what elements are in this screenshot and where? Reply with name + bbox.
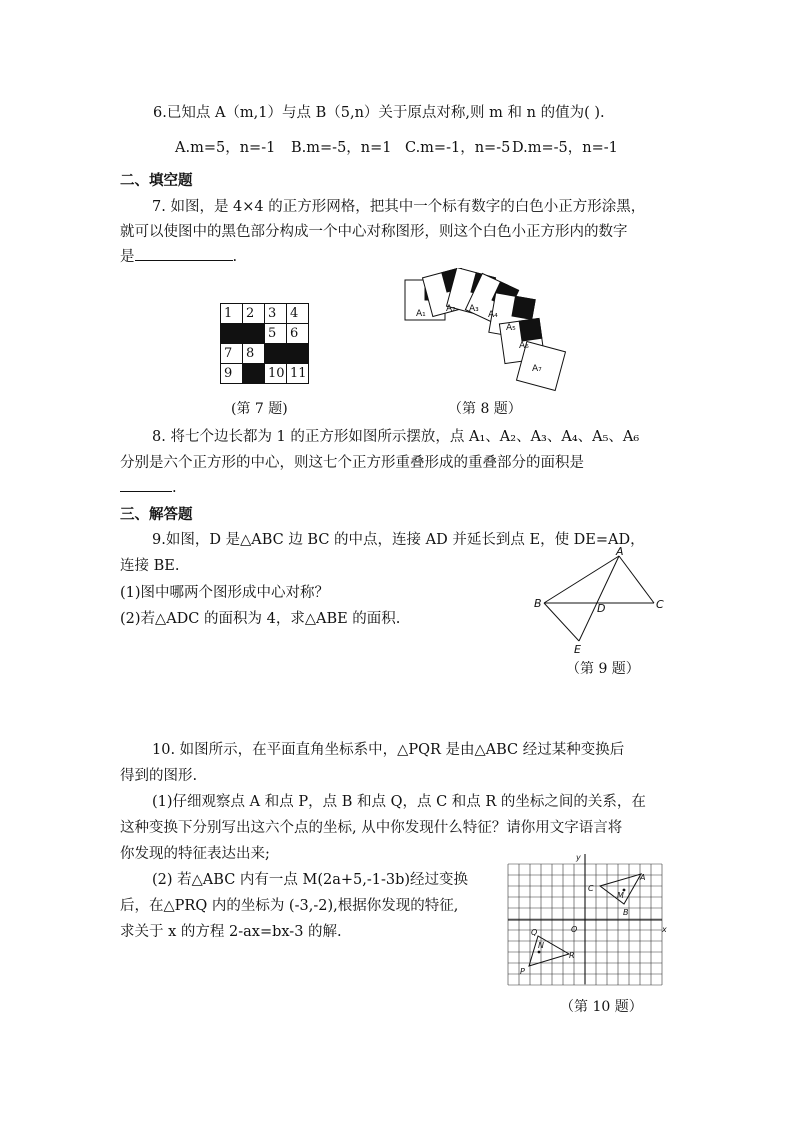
q10-p2-line3: 求关于 x 的方程 2-ax=bx-3 的解. [120, 924, 342, 940]
grid-cell: 2 [243, 304, 265, 324]
q10-line1: 10. 如图所示，在平面直角坐标系中，△PQR 是由△ABC 经过某种变换后 [152, 742, 625, 758]
segment-be [544, 603, 579, 641]
label-q: Q [531, 928, 538, 937]
q7-answer-blank [135, 246, 233, 261]
q9-triangle-figure [530, 545, 670, 655]
q8-caption: （第 8 题） [448, 401, 522, 417]
grid-cell-black [221, 324, 243, 344]
q9-caption: （第 9 题） [566, 661, 640, 677]
label-a7: A₇ [532, 364, 542, 374]
label-x: x [662, 925, 667, 934]
label-d: D [597, 602, 606, 615]
label-c: C [588, 884, 594, 893]
section-answer-heading: 三、解答题 [120, 507, 193, 523]
q7-grid-figure [220, 303, 309, 384]
q6-stem: 6.已知点 A（m,1）与点 B（5,n）关于原点对称,则 m 和 n 的值为( ). [153, 105, 605, 121]
grid-cell-black [287, 344, 309, 364]
q7-line3-text: 是 [120, 249, 135, 265]
overlap-6 [519, 318, 542, 341]
grid-cell: 4 [287, 304, 309, 324]
label-b: B [534, 597, 542, 610]
q9-line1: 9.如图，D 是△ABC 边 BC 的中点，连接 AD 并延长到点 E，使 DE=AD， [152, 532, 645, 548]
grid-cell: 3 [265, 304, 287, 324]
label-r: R [569, 951, 575, 960]
q9-part1: (1)图中哪两个图形成中心对称？ [120, 585, 330, 601]
label-a: A [616, 545, 624, 558]
label-p: P [520, 967, 525, 976]
label-a1: A₁ [416, 309, 426, 319]
q9-part2: (2)若△ADC 的面积为 4，求△ABE 的面积. [120, 611, 401, 627]
grid-cell: 9 [221, 364, 243, 384]
q10-p1-line1: (1)仔细观察点 A 和点 P，点 B 和点 Q，点 C 和点 R 的坐标之间的关系，在 [152, 794, 646, 810]
grid-cell: 1 [221, 304, 243, 324]
q10-caption: （第 10 题） [560, 999, 643, 1015]
q8-squares-figure [400, 268, 572, 398]
q8-line3-end: . [172, 480, 177, 496]
q7-line2: 就可以使图中的黑色部分构成一个中心对称图形，则这个白色小正方形内的数字 [120, 224, 628, 240]
q10-p2-line1: (2) 若△ABC 内有一点 M(2a+5,-1-3b)经过变换 [152, 872, 469, 888]
label-b: B [623, 908, 629, 917]
q10-p2-line2: 后，在△PRQ 内的坐标为 (-3,-2),根据你发现的特征, [120, 898, 459, 914]
label-m: M [617, 891, 624, 900]
q10-p1-line2: 这种变换下分别写出这六个点的坐标, 从中你发现什么特征？请你用文字语言将 [120, 820, 623, 836]
label-y: y [576, 853, 581, 862]
q9-line2: 连接 BE. [120, 558, 180, 574]
q10-coordinate-figure [500, 848, 672, 988]
label-a5: A₅ [506, 323, 516, 333]
q7-line3 [120, 245, 237, 266]
point-n [538, 951, 541, 954]
q8-line2: 分别是六个正方形的中心，则这七个正方形重叠形成的重叠部分的面积是 [120, 455, 584, 471]
grid-cell: 5 [265, 324, 287, 344]
grid-cell: 10 [265, 364, 287, 384]
q8-line3 [120, 477, 177, 496]
grid-cell: 6 [287, 324, 309, 344]
label-a4: A₄ [488, 310, 498, 320]
q7-line3-end: . [232, 249, 238, 265]
q6-option-b: B.m=-5，n=1 [291, 140, 392, 156]
label-a2: A₂ [446, 304, 456, 314]
grid-cell: 7 [221, 344, 243, 364]
overlap-5 [512, 296, 535, 319]
q6-option-d: D.m=-5，n=-1 [512, 140, 618, 156]
label-a: A [640, 873, 646, 882]
label-a6: A₆ [519, 341, 529, 351]
q6-option-c: C.m=-1，n=-5 [405, 140, 511, 156]
q8-line1: 8. 将七个边长都为 1 的正方形如图所示摆放，点 A₁、A₂、A₃、A₄、A₅、A₆ [152, 429, 640, 445]
label-o: O [571, 925, 578, 934]
grid-cell-black [243, 324, 265, 344]
grid-cell-black [265, 344, 287, 364]
q10-line2: 得到的图形. [120, 768, 198, 784]
grid-cell: 8 [243, 344, 265, 364]
label-n: N [538, 941, 544, 950]
q7-line1: 7. 如图，是 4×4 的正方形网格，把其中一个标有数字的白色小正方形涂黑， [152, 199, 646, 215]
segment-ac [619, 556, 654, 603]
label-c: C [656, 598, 664, 611]
q6-option-a: A.m=5，n=-1 [175, 140, 276, 156]
grid-cell-black [243, 364, 265, 384]
q10-p1-line3: 你发现的特征表达出来; [120, 846, 270, 862]
q7-caption: (第 7 题) [231, 401, 288, 417]
q8-answer-blank [120, 477, 172, 492]
label-e: E [574, 643, 581, 655]
label-a3: A₃ [469, 304, 479, 314]
section-fill-in-heading: 二、填空题 [120, 173, 193, 189]
grid-cell: 11 [287, 364, 309, 384]
